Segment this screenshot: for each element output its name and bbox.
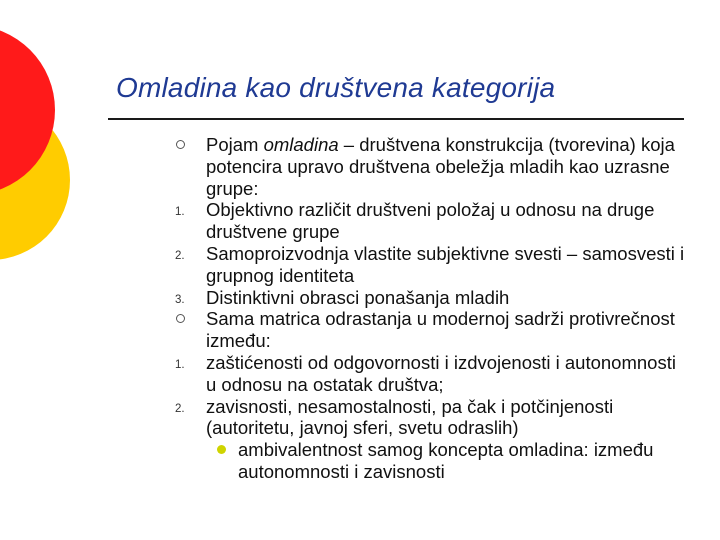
item-text: zavisnosti, nesamostalnosti, pa čak i potčinjenosti (autoritetu, javnoj sferi, svetu odraslih) [206,395,614,439]
item-text: Objektivno različit društveni položaj u odnosu na druge društvene grupe [206,199,655,243]
sub-item-text: ambivalentnost samog koncepta omladina: između autonomnosti i zavisnosti [238,439,654,482]
list-number: 1. [175,206,185,219]
list-item [170,243,690,287]
list-item [170,134,690,199]
item-text-post: – društvena konstrukcija (tvorevina) koja potencira upravo društvena obeležja mladih kao uzrasne grupe: [206,134,675,199]
item-text-emphasis: omladina [263,134,339,155]
list-item [170,396,690,440]
list-item [170,287,690,309]
list-item [170,199,690,243]
list-item [170,308,690,352]
ring-bullet-icon [170,134,200,157]
item-text: Distinktivni obrasci ponašanja mladih [206,286,510,308]
list-number: 2. [175,402,185,415]
item-text: Sama matrica odrastanja u modernoj sadrži protivrečnost između: [206,308,675,352]
bullet-list [170,134,690,483]
decorative-circles [0,0,110,300]
item-text: zaštićenosti od odgovornosti i izdvojenosti i autonomnosti u odnosu na ostatak društva; [206,351,676,395]
slide-title: Omladina kao društvena kategorija [116,72,556,103]
list-number: 1. [175,358,185,371]
item-text-pre: Pojam [206,134,264,155]
title-underline [108,118,684,120]
list-number: 3. [175,293,185,306]
item-text: Samoproizvodnja vlastite subjektivne svesti – samosvesti i grupnog identiteta [206,242,685,286]
list-item [170,352,690,396]
ring-bullet-icon [170,308,200,331]
list-number: 2. [175,249,185,262]
dot-bullet-icon [217,445,226,454]
sub-list-item [170,439,690,483]
